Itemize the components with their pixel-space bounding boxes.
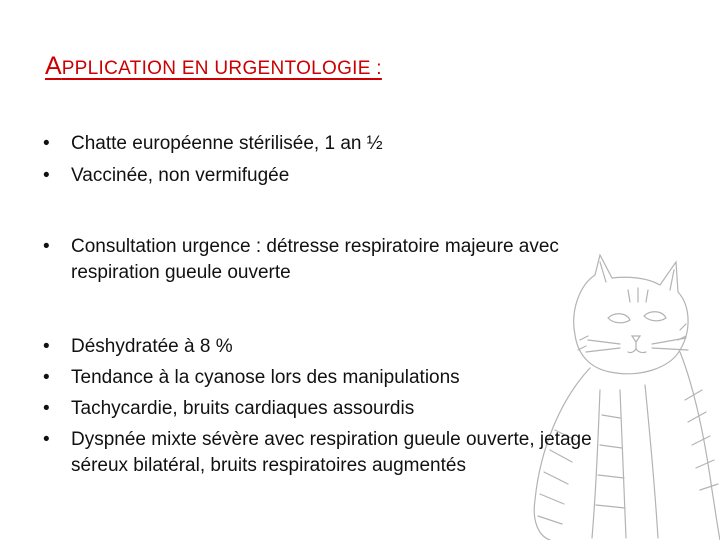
bullet-group-consultation [43,234,559,286]
bullet-item: • Déshydratée à 8 % [43,334,592,360]
bullet-line: respiration gueule ouverte [71,262,291,283]
bullet-line: Consultation urgence : détresse respiratoire majeure avec [71,236,559,257]
bullet-item [43,427,592,479]
bullet-item: • Tendance à la cyanose lors des manipulations [43,365,592,391]
bullet-item: • Vaccinée, non vermifugée [43,163,383,189]
slide-title [45,52,382,81]
bullet-group-exam [43,334,592,484]
title-rest: PPLICATION EN URGENTOLOGIE : [61,58,382,79]
bullet-group-patient [43,131,383,195]
bullet-item [43,234,559,286]
bullet-line: Dyspnée mixte sévère avec respiration gueule ouverte, jetage [71,429,592,450]
bullet-item: • Tachycardie, bruits cardiaques assourdis [43,396,592,422]
bullet-item: • Chatte européenne stérilisée, 1 an ½ [43,131,383,157]
title-initial: A [45,52,62,80]
bullet-line: séreux bilatéral, bruits respiratoires augmentés [71,455,466,476]
